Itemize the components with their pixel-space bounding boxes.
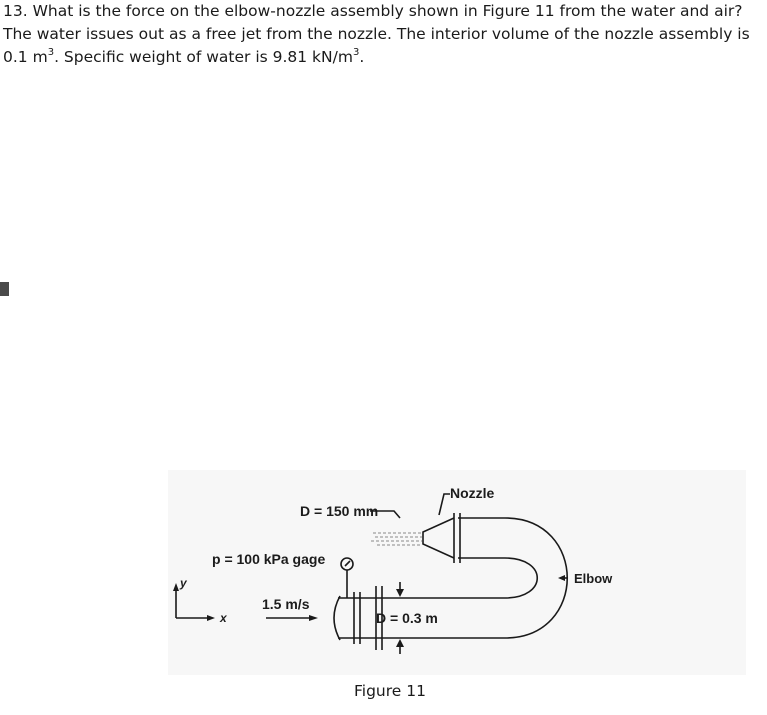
- y-axis-arrowhead: [173, 583, 179, 591]
- page-edge-marker: [0, 282, 9, 296]
- question-line-2: The water issues out as a free jet from the nozzle. The interior volume of the nozzle assembly is: [3, 25, 750, 43]
- upper-flange: [454, 513, 460, 563]
- question-line-1: 13. What is the force on the elbow-nozzle assembly shown in Figure 11 from the water and air?: [3, 2, 743, 20]
- x-axis-label: x: [220, 611, 227, 625]
- volume-value: 0.1 m: [3, 48, 48, 66]
- free-jet: [371, 533, 422, 545]
- y-axis-label: y: [180, 576, 187, 590]
- gage-needle: [345, 561, 350, 566]
- elbow-inner: [505, 558, 537, 598]
- specific-weight-text: . Specific weight of water is 9.81 kN/m: [54, 48, 353, 66]
- figure-caption: Figure 11: [354, 682, 426, 700]
- question-line-3: [3, 46, 767, 69]
- section-arrowhead-top: [396, 589, 404, 597]
- specific-weight-exponent: 3: [352, 46, 360, 58]
- question-text: [3, 0, 767, 69]
- velocity-label: 1.5 m/s: [262, 596, 310, 612]
- section-arrowhead-bottom: [396, 639, 404, 647]
- pressure-label: p = 100 kPa gage: [212, 551, 326, 567]
- x-axis-arrowhead: [207, 615, 215, 621]
- inlet-flange: [354, 592, 360, 644]
- elbow-leader-arrowhead: [558, 575, 565, 581]
- elbow-label: Elbow: [574, 571, 613, 586]
- large-diameter-label: D = 0.3 m: [376, 610, 438, 626]
- volume-exponent: 3: [47, 46, 55, 58]
- figure-11-diagram: [168, 470, 746, 675]
- small-diameter-label: D = 150 mm: [300, 503, 379, 519]
- elbow-outer: [505, 518, 567, 638]
- sentence-period: .: [359, 48, 365, 66]
- pipe-inlet-break: [334, 596, 340, 640]
- nozzle-cone: [423, 518, 454, 558]
- nozzle-leader: [439, 494, 450, 515]
- nozzle-label: Nozzle: [450, 485, 495, 501]
